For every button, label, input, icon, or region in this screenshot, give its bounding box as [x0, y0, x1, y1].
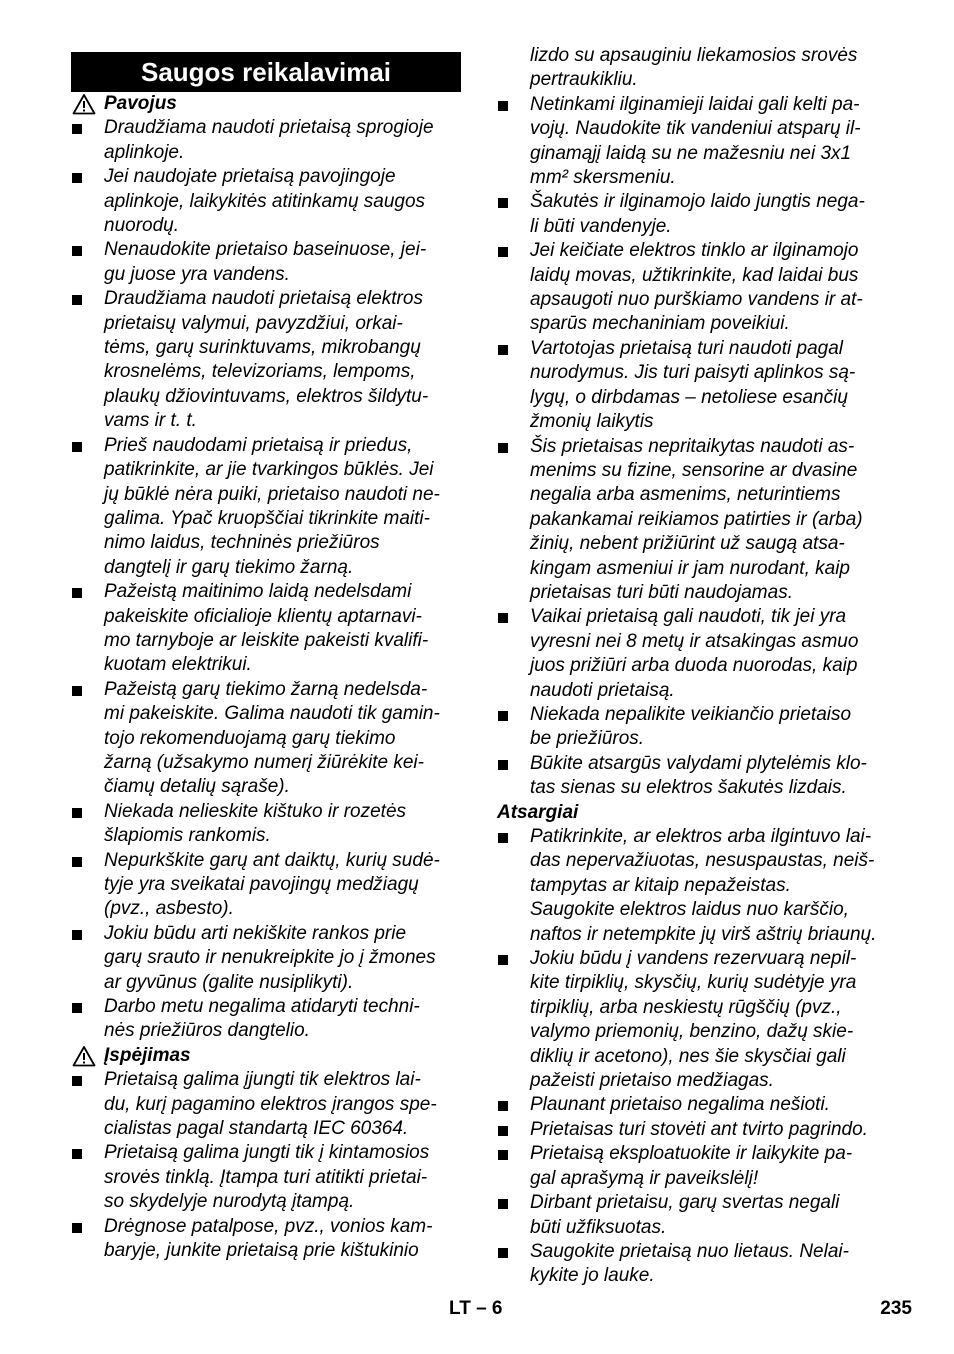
list-item-text: Būkite atsargūs valydami plytelėmis klo- tas sienas su elektros šakutės lizdais.: [530, 752, 867, 799]
square-bullet-icon: [72, 295, 82, 305]
square-bullet-icon: [498, 247, 508, 257]
square-bullet-icon: [498, 1150, 508, 1160]
heading-atsargiai: [497, 801, 889, 825]
square-bullet-icon: [72, 442, 82, 452]
list-item: [497, 435, 889, 606]
list-item: [497, 825, 889, 947]
list-item: [71, 849, 461, 922]
list-item-text: Plaunant prietaiso negalima nešioti.: [530, 1094, 830, 1116]
list-item: [497, 1093, 889, 1117]
list-item-text: Dirbant prietaisu, garų svertas negali būti užfiksuotas.: [530, 1192, 840, 1238]
page-number: 235: [880, 1298, 912, 1319]
square-bullet-icon: [72, 173, 82, 183]
list-item-text: Jei keičiate elektros tinklo ar ilginamojo laidų movas, užtikrinkite, kad laidai bus apsaugoti nuo purškiamo vandens ir at- sparūs mechaniniam poveikiui.: [530, 240, 863, 335]
heading-ispejimas-text: Įspėjimas: [104, 1044, 191, 1066]
list-item: [497, 947, 889, 1093]
heading-pavojus: [71, 92, 461, 116]
square-bullet-icon: [498, 1199, 508, 1209]
list-item: [497, 1142, 889, 1191]
list-item: [71, 287, 461, 433]
section-title: [71, 52, 461, 92]
list-item-text: Pažeistą maitinimo laidą nedelsdami pakeiskite oficialioje klientų aptarnavi- mo tarnyboje ar leiskite pakeisti kvalifi- kuotam elektrikui.: [104, 581, 429, 676]
list-item: [497, 93, 889, 191]
list-item: [71, 800, 461, 849]
list-item: [71, 116, 461, 165]
list-item: [497, 1118, 889, 1142]
section-title-text: Saugos reikalavimai: [140, 56, 392, 87]
list-item-text: Prietaisą eksploatuokite ir laikykite pa- gal aprašymą ir paveikslėlį!: [530, 1143, 853, 1189]
warning-triangle-icon: [72, 1045, 96, 1067]
list-item-text: Prietaisą galima įjungti tik elektros lai- du, kurį pagamino elektros įrangos spe- cialistas pagal standartą IEC 60364.: [104, 1069, 437, 1140]
square-bullet-icon: [72, 930, 82, 940]
heading-pavojus-text: Pavojus: [104, 93, 177, 114]
square-bullet-icon: [498, 711, 508, 721]
list-item-text: Prietaisą galima jungti tik į kintamosios srovės tinklą. Įtampa turi atitikti prietai- so skydelyje nurodytą įtampą.: [104, 1142, 430, 1213]
list-item-text: Vaikai prietaisą gali naudoti, tik jei yra vyresni nei 8 metų ir atsakingas asmuo juos prižiūri arba duoda nuorodas, kaip naudoti prietaisą.: [530, 606, 859, 701]
square-bullet-icon: [498, 198, 508, 208]
list-item-text: Niekada nepalikite veikiančio prietaiso be priežiūros.: [530, 703, 852, 750]
list-item-text: Prietaisas turi stovėti ant tvirto pagrindo.: [530, 1118, 868, 1140]
list-pavojus: [71, 116, 461, 1043]
square-bullet-icon: [498, 833, 508, 843]
list-item-text: Draudžiama naudoti prietaisą elektros prietaisų valymui, pavyzdžiui, orkai- tėms, garų surinktuvams, mikrobangų krosnelėms, televizoriams, lempoms, plaukų džiovintuvams, elektros šildytu- vams ir t. t.: [104, 288, 429, 432]
list-item: [71, 1215, 461, 1264]
square-bullet-icon: [72, 808, 82, 818]
list-item-text: Šis prietaisas nepritaikytas naudoti as- menims su fizine, sensorine ar dvasine negalia arba asmenims, neturintiems pakankamai reikiamos patirties ir (arba) žinių, nebent prižiūrint už saugą atsa- kingam asmeniui ir jam nurodant, kaip prietaisas turi būti naudojamas.: [530, 435, 863, 603]
list-item: [71, 580, 461, 678]
footer-section-label: LT – 6: [449, 1298, 503, 1319]
list-item-text: Niekada nelieskite kištuko ir rozetės šlapiomis rankomis.: [104, 800, 407, 847]
list-item-text: Jei naudojate prietaisą pavojingoje aplinkoje, laikykitės atitinkamų saugos nuorodų.: [104, 166, 426, 237]
square-bullet-icon: [498, 760, 508, 770]
square-bullet-icon: [498, 1101, 508, 1111]
list-item: [497, 605, 889, 703]
list-ispejimas: [71, 1068, 461, 1263]
list-item: [497, 239, 889, 337]
list-item: [71, 922, 461, 995]
list-item-text: Šakutės ir ilginamojo laido jungtis nega- li būti vandenyje.: [530, 191, 865, 237]
list-item: [497, 337, 889, 435]
list-item: [71, 434, 461, 580]
list-item-text: Nepurkškite garų ant daiktų, kurių sudė- tyje yra sveikatai pavojingų medžiagų (pvz., asbesto).: [104, 849, 440, 920]
square-bullet-icon: [72, 1149, 82, 1159]
warning-triangle-icon: [72, 93, 96, 115]
list-item: [497, 190, 889, 239]
square-bullet-icon: [498, 613, 508, 623]
square-bullet-icon: [498, 345, 508, 355]
heading-atsargiai-text: Atsargiai: [497, 801, 579, 823]
square-bullet-icon: [72, 246, 82, 256]
list-item: [497, 752, 889, 801]
left-column: [71, 44, 461, 1264]
square-bullet-icon: [498, 443, 508, 453]
continued-text: [497, 44, 889, 93]
square-bullet-icon: [498, 1248, 508, 1258]
list-item-text: Saugokite prietaisą nuo lietaus. Nelai- kykite jo lauke.: [530, 1240, 849, 1287]
list-item: [71, 165, 461, 238]
list-item-text: Jokiu būdu arti nekiškite rankos prie garų srauto ir nenukreipkite jo į žmones ar gyvūnus (galite nusiplikyti).: [104, 922, 436, 993]
square-bullet-icon: [72, 124, 82, 134]
list-item-text: Draudžiama naudoti prietaisą sprogioje aplinkoje.: [104, 117, 434, 163]
square-bullet-icon: [72, 1223, 82, 1233]
square-bullet-icon: [498, 1126, 508, 1136]
square-bullet-icon: [72, 857, 82, 867]
list-item: [71, 1141, 461, 1214]
square-bullet-icon: [72, 588, 82, 598]
list-item-text: Darbo metu negalima atidaryti techni- nės priežiūros dangtelio.: [104, 996, 420, 1042]
heading-ispejimas: [71, 1044, 461, 1068]
square-bullet-icon: [498, 101, 508, 111]
list-item-text: Prieš naudodami prietaisą ir priedus, patikrinkite, ar jie tvarkingos būklės. Jei jų būklė nėra puiki, prietaiso naudoti ne- galima. Ypač kruopščiai tikrinkite maiti- nimo laidus, techninės priežiūros dangtelį ir garų tiekimo žarną.: [104, 434, 440, 578]
list-item-text: Vartotojas prietaisą turi naudoti pagal nurodymus. Jis turi paisyti aplinkos są- lygų, o dirbdamas – netoliese esančių žmonių laikytis: [530, 337, 856, 433]
list-atsargiai: [497, 825, 889, 1289]
square-bullet-icon: [498, 955, 508, 965]
list-item: [71, 1068, 461, 1141]
right-column: [497, 44, 889, 1289]
list-item-text: Drėgnose patalpose, pvz., vonios kam- baryje, junkite prietaisą prie kištukinio: [104, 1215, 433, 1262]
square-bullet-icon: [72, 1076, 82, 1086]
list-item-text: Netinkami ilginamieji laidai gali kelti pa- vojų. Naudokite tik vandeniui atsparų il- ginamąjį laidą su ne mažesniu nei 3x1 mm² skersmeniu.: [530, 93, 861, 189]
square-bullet-icon: [72, 686, 82, 696]
list-item-text: Nenaudokite prietaiso baseinuose, jei- gu juose yra vandens.: [104, 239, 427, 285]
square-bullet-icon: [72, 1003, 82, 1013]
list-item: [71, 995, 461, 1044]
continued-text-content: lizdo su apsauginiu liekamosios srovės pertraukikliu.: [530, 45, 858, 91]
list-item: [71, 238, 461, 287]
list-item-text: Patikrinkite, ar elektros arba ilgintuvo lai- das nepervažiuotas, nesuspaustas, neiš- tampytas ar kitaip nepažeistas. Saugokite elektros laidus nuo karščio, naftos ir netempkite jų virš aštrių briaunų.: [530, 826, 877, 945]
list-item-text: Jokiu būdu į vandens rezervuarą nepil- kite tirpiklių, skysčių, kurių sudėtyje yra tirpiklių, arba neskiestų rūgščių (pvz., valymo priemonių, benzino, dažų skie- diklių ir acetono), nes šie skysčiai gali pažeisti prietaiso medžiagas.: [530, 948, 857, 1092]
list-item: [497, 703, 889, 752]
list-item: [497, 1240, 889, 1289]
list-ispejimas-continued: [497, 93, 889, 801]
list-item: [497, 1191, 889, 1240]
list-item: [71, 678, 461, 800]
list-item-text: Pažeistą garų tiekimo žarną nedelsda- mi pakeiskite. Galima naudoti tik gamin- tojo rekomenduojamą garų tiekimo žarną (užsakymo numerį žiūrėkite kei- čiamų detalių sąraše).: [104, 678, 440, 798]
